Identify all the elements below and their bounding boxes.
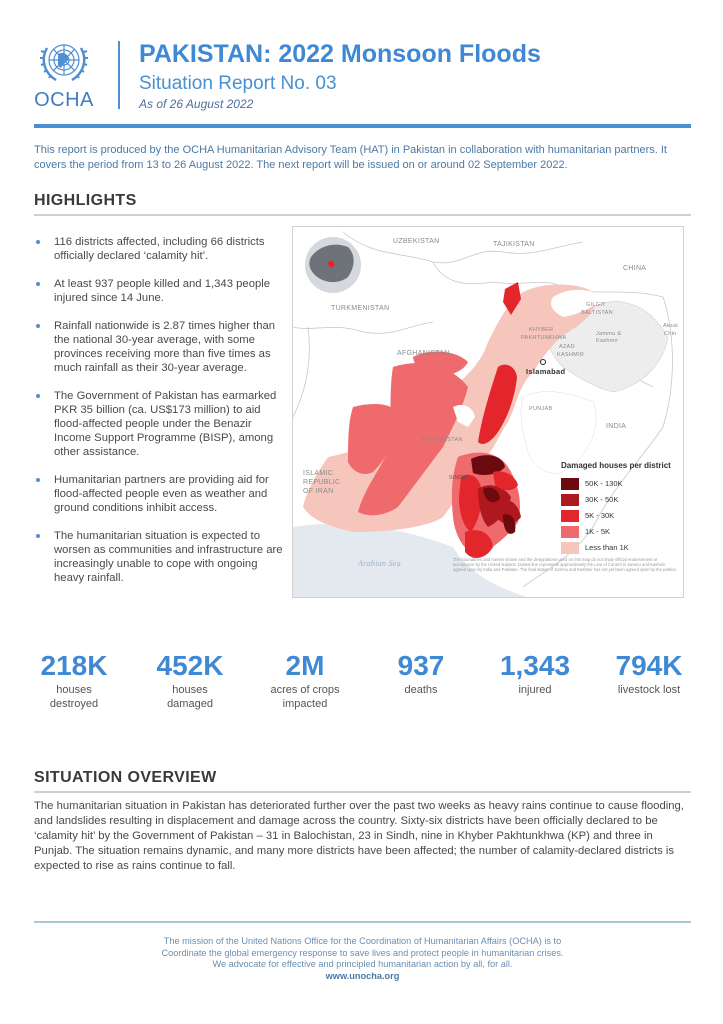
stat-label: houses [172,684,208,696]
highlight-item [34,319,284,375]
footer-mission [34,936,691,982]
legend-swatch [561,478,579,490]
stat-deaths [386,651,456,697]
bullet-icon [36,478,40,482]
legend-label: 1K - 5K [585,527,611,536]
footer-line: We advocate for effective and principled humanitarian action by all, for all. [212,959,513,969]
stat-crops-impacted [260,651,350,711]
legend-label: 50K - 130K [585,479,623,488]
map-disclaimer: The boundaries and names shown and the designations used on this map do not imply official endorsement or acceptance by the United Nations. Dotted line represents approximately the Line of Control in Jammu and Kashmir agreed upon by India and Pakistan. The final status of Jammu and Kashmir has not yet been agreed upon by the parties. [453,557,677,573]
bullet-icon [36,394,40,398]
stat-injured [490,651,580,697]
label-khyber: KHYBER [529,327,554,333]
stat-value: 1,343 [499,650,571,681]
footer-line: The mission of the United Nations Office for the Coordination of Humanitarian Affairs (OCHA) is to [163,936,562,946]
footer-line: Coordinate the global emergency response to save lives and protect people in humanitarian crises. [161,947,564,958]
stat-label: destroyed [49,698,99,710]
legend-swatch [561,510,579,522]
label-sindh: SINDH [449,475,468,481]
label-islamabad: Islamabad [526,367,566,376]
label-india: INDIA [606,423,627,430]
label-republic: REPUBLIC [303,479,341,486]
stat-label: injured [518,684,552,696]
header-rule [34,124,691,128]
label-kashmir: Kashmir [596,338,619,344]
ocha-wordmark: OCHA [34,89,94,111]
stat-label: impacted [282,698,328,710]
label-iran: OF IRAN [303,488,334,495]
legend-item [561,508,681,523]
highlight-text: The humanitarian situation is expected to worsen as communities and infrastructure are increasingly unable to cope with ongoing heavy rainfall. [54,530,283,584]
bullet-icon [36,240,40,244]
label-baltistan: BALTISTAN [581,310,613,316]
highlight-text: Humanitarian partners are providing aid for flood-affected people even as weather and ground conditions inhibit access. [54,474,269,514]
overview-rule [34,791,691,793]
legend-label: 30K - 50K [585,495,619,504]
stat-value: 452K [156,650,224,681]
report-header [33,38,693,118]
highlight-text: 116 districts affected, including 66 districts officially declared ‘calamity hit’. [54,236,265,262]
label-azad-kashmir: KASHMIR [557,352,585,358]
label-pakhtunkhwa: PAKHTUNKHWA [521,335,567,341]
label-balochistan: BALOCHISTAN [421,437,463,443]
stat-value: 2M [285,650,325,681]
intro-paragraph: This report is produced by the OCHA Humanitarian Advisory Team (HAT) in Pakistan in collaboration with humanitarian partners. It covers the period from 13 to 26 August 2022. The next report will be issued on or around 02 September 2022. [34,144,667,171]
legend-label: 5K - 30K [585,511,615,520]
stat-livestock-lost [606,651,692,697]
label-afghanistan: AFGHANISTAN [397,350,450,357]
report-date: As of 26 August 2022 [139,97,254,111]
legend-swatch [561,494,579,506]
legend-swatch [561,542,579,554]
highlights-rule [34,214,691,216]
label-gilgit: GILGIT [586,302,606,308]
label-aksai: Aksai [663,323,678,329]
un-emblem-icon [38,38,90,88]
highlight-text: At least 937 people killed and 1,343 people injured since 14 June. [54,278,271,304]
footer-website-link[interactable]: www.unocha.org [325,970,400,981]
label-azad: AZAD [559,344,575,350]
highlight-text: Rainfall nationwide is 2.87 times higher than the national 30-year average, with some provinces receiving more than five times as much rainfall as their 30-year average. [54,320,276,374]
label-punjab: PUNJAB [529,406,553,412]
overview-paragraph: The humanitarian situation in Pakistan has deteriorated further over the past two weeks as heavy rains continue to cause flooding, and landslides resulting in displacement and damage across the country. Sixty-six districts have been officially declared to be ‘calamity hit’ by the Government of Pakistan – 31 in Balochistan, 23 in Sindh, nine in Khyber Pakhtunkhwa (KP) and three in Punjab. The situation remains dynamic, and many more districts have been affected; the number of calamity-declared districts is expected to rise as rains continue to fall. [34,800,684,872]
legend-item [561,492,681,507]
label-chin: Chin [664,331,677,337]
header-divider [118,41,120,109]
footer-rule [34,921,691,923]
label-islamic: ISLAMIC [303,470,334,477]
bullet-icon [36,534,40,538]
stat-value: 937 [397,650,445,681]
report-subtitle: Situation Report No. 03 [139,73,337,94]
damaged-houses-map [292,226,684,598]
legend-item [561,476,681,491]
label-arabian-sea: Arabian Sea [358,559,402,568]
label-jammu: Jammu & [596,331,622,337]
bullet-icon [36,324,40,328]
overview-heading: SITUATION OVERVIEW [34,769,217,786]
stat-value: 218K [40,650,108,681]
ocha-logo [33,38,95,114]
stat-label: livestock lost [617,684,681,696]
key-figures [34,651,694,721]
stat-label: damaged [167,698,213,710]
label-uzbekistan: UZBEKISTAN [393,238,440,245]
legend-label: Less than 1K [585,543,629,552]
bullet-icon [36,282,40,286]
map-legend [561,461,681,556]
legend-item [561,524,681,539]
highlights-list [34,235,284,599]
label-turkmenistan: TURKMENISTAN [331,305,390,312]
highlight-item [34,389,284,459]
highlights-heading: HIGHLIGHTS [34,192,137,209]
stat-label: houses [56,684,92,696]
legend-item [561,540,681,555]
stat-label: acres of crops [270,684,340,696]
highlight-text: The Government of Pakistan has earmarked PKR 35 billion (ca. US$173 million) to aid flood-affected people under the Benazir Income Support Programme (BISP), among other assistance. [54,390,277,458]
stat-houses-damaged [150,651,230,711]
page-title: PAKISTAN: 2022 Monsoon Floods [139,40,541,68]
label-tajikistan: TAJIKISTAN [493,241,535,248]
highlight-item [34,473,284,515]
stat-value: 794K [615,650,683,681]
legend-swatch [561,526,579,538]
highlight-item [34,529,284,585]
highlight-item [34,235,284,263]
stat-houses-destroyed [34,651,114,711]
stat-label: deaths [404,684,438,696]
label-china: CHINA [623,265,647,272]
legend-title: Damaged houses per district [561,461,671,470]
highlight-item [34,277,284,305]
